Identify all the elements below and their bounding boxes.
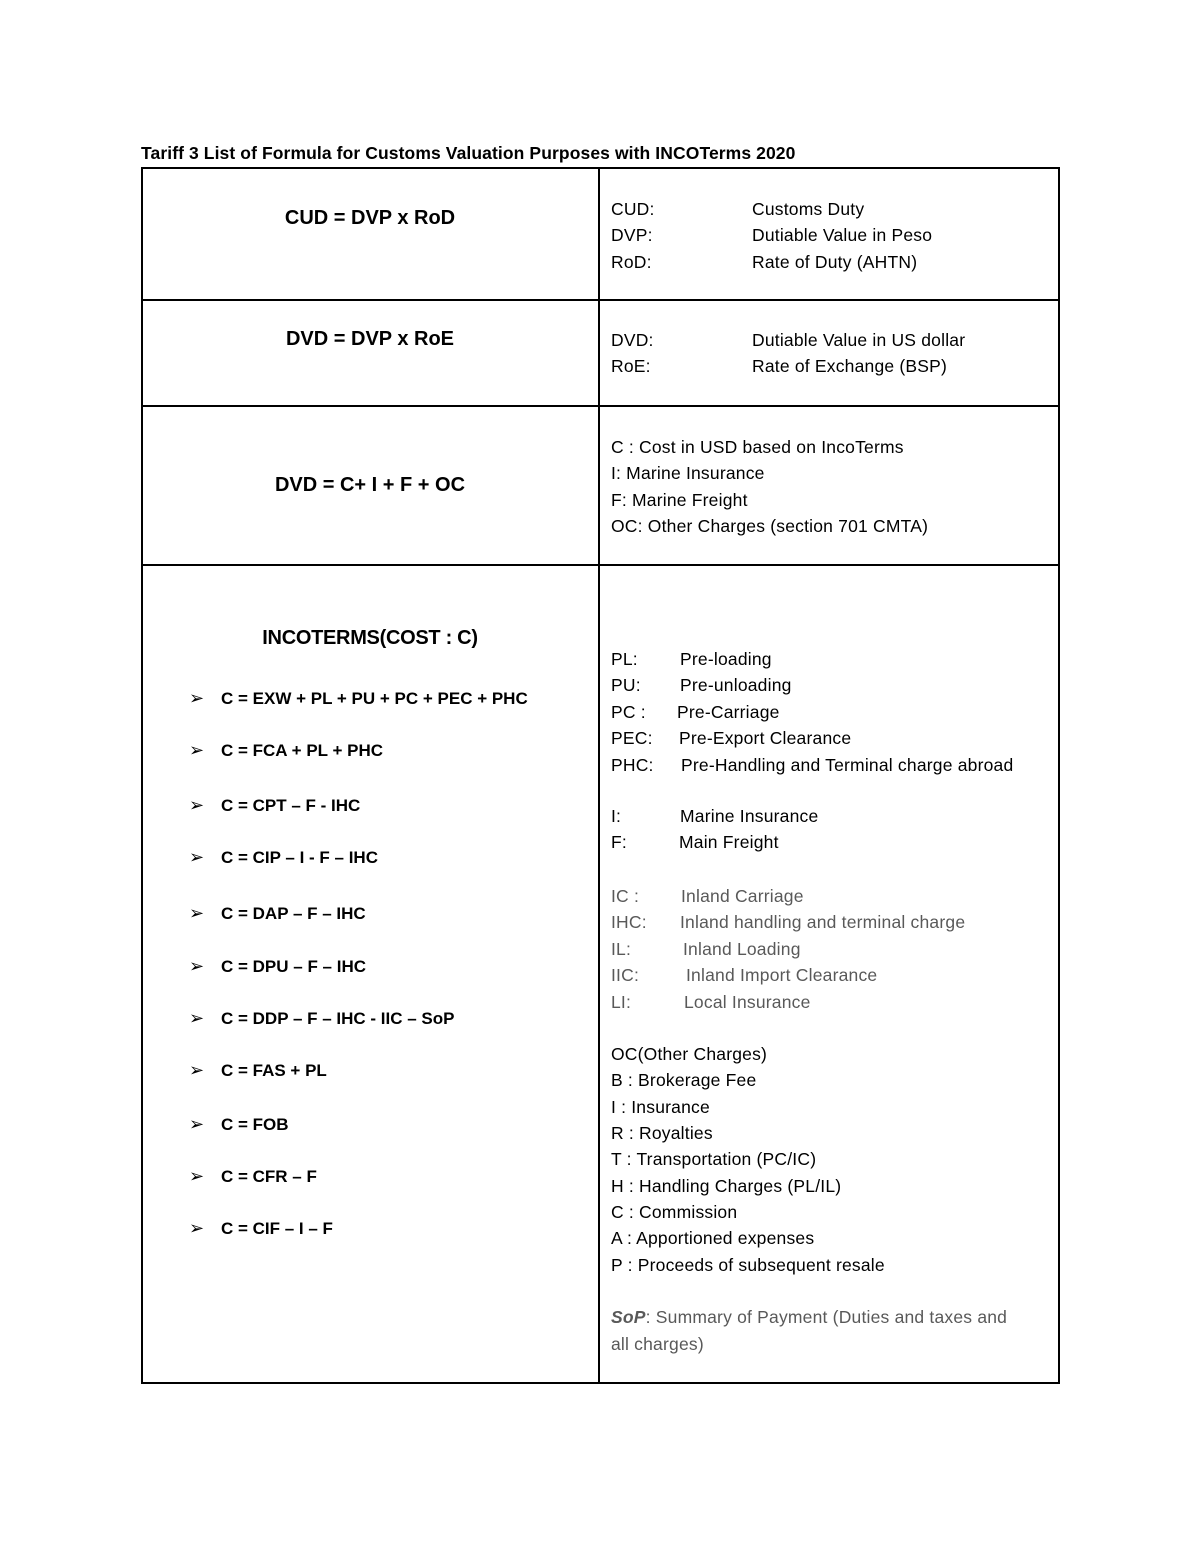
legend-line: F: Marine Freight — [611, 489, 748, 510]
legend-abbr: F: — [611, 832, 627, 853]
arrow-bullet-icon: ➢ — [189, 847, 205, 867]
sop-desc: : Summary of Payment (Duties and taxes and — [645, 1307, 1008, 1327]
legend-desc: Inland Import Clearance — [686, 965, 878, 986]
incoterm-formula-text: C = CIP – I - F – IHC — [221, 848, 378, 867]
legend-abbr: PHC: — [611, 754, 654, 775]
incoterm-formula-text: C = FOB — [221, 1115, 289, 1134]
incoterm-formula-text: C = DAP – F – IHC — [221, 904, 366, 923]
legend-abbr: LI: — [611, 991, 632, 1012]
incoterm-formula-text: C = CPT – F - IHC — [221, 796, 361, 815]
incoterm-formula — [189, 953, 366, 979]
legend-desc: Rate of Duty (AHTN) — [752, 251, 918, 272]
incoterm-formula — [189, 792, 360, 818]
other-charge-item: H : Handling Charges (PL/IL) — [611, 1176, 842, 1196]
arrow-bullet-icon: ➢ — [189, 795, 205, 815]
incoterm-formula — [189, 1057, 327, 1083]
incoterm-formula — [189, 844, 378, 870]
arrow-bullet-icon: ➢ — [189, 903, 205, 923]
legend-abbr: IHC: — [611, 912, 647, 933]
arrow-bullet-icon: ➢ — [189, 688, 205, 708]
legend-desc: Pre-Carriage — [677, 701, 780, 722]
legend-desc: Pre-Handling and Terminal charge abroad — [681, 754, 1014, 775]
legend-abbr: IL: — [611, 938, 632, 959]
incoterm-formula — [189, 685, 528, 711]
legend-desc: Inland Carriage — [681, 886, 804, 906]
legend-abbr: DVP: — [611, 225, 653, 246]
arrow-bullet-icon: ➢ — [189, 1218, 205, 1238]
other-charge-item: T : Transportation (PC/IC) — [611, 1149, 817, 1169]
legend-abbr: IIC: — [611, 965, 640, 986]
sop-definition-cont: all charges) — [611, 1334, 704, 1354]
incoterm-formula-text: C = EXW + PL + PU + PC + PEC + PHC — [221, 689, 528, 708]
legend-abbr: DVD: — [611, 330, 654, 350]
table-border-right — [1058, 167, 1060, 1384]
legend-desc: Dutiable Value in US dollar — [752, 330, 966, 350]
formula-customs-duty: CUD = DVP x RoD — [284, 207, 456, 229]
other-charge-item: R : Royalties — [611, 1123, 713, 1143]
arrow-bullet-icon: ➢ — [189, 1060, 205, 1080]
formula-dutiable-value-usd: DVD = DVP x RoE — [285, 328, 455, 350]
legend-abbr: PC : — [611, 701, 646, 722]
legend-line: I: Marine Insurance — [611, 463, 765, 484]
legend-desc: Inland Loading — [683, 938, 801, 959]
incoterms-heading: INCOTERMS(COST : C) — [262, 627, 478, 649]
legend-desc: Local Insurance — [684, 991, 811, 1012]
incoterm-formula — [189, 1111, 289, 1137]
other-charge-item: A : Apportioned expenses — [611, 1228, 815, 1248]
legend-abbr: I: — [611, 806, 622, 826]
legend-desc: Rate of Exchange (BSP) — [752, 356, 948, 377]
other-charges-heading: OC(Other Charges) — [611, 1044, 768, 1064]
other-charge-item: C : Commission — [611, 1202, 738, 1222]
table-border-top — [141, 167, 1060, 169]
other-charge-item: P : Proceeds of subsequent resale — [611, 1255, 885, 1275]
legend-desc: Marine Insurance — [680, 806, 819, 826]
formula-table — [141, 167, 1060, 1384]
sop-abbr: SoP — [611, 1307, 646, 1327]
row-divider — [141, 299, 1060, 301]
legend-desc: Inland handling and terminal charge — [680, 912, 966, 933]
legend-abbr: PL: — [611, 649, 638, 669]
legend-line: C : Cost in USD based on IncoTerms — [611, 437, 904, 457]
legend-desc: Pre-unloading — [680, 675, 792, 696]
legend-abbr: RoE: — [611, 356, 651, 377]
legend-desc: Dutiable Value in Peso — [752, 225, 933, 246]
arrow-bullet-icon: ➢ — [189, 1008, 205, 1028]
legend-desc: Main Freight — [679, 832, 779, 853]
legend-desc: Customs Duty — [752, 199, 865, 219]
incoterm-formula — [189, 737, 383, 763]
legend-line: OC: Other Charges (section 701 CMTA) — [611, 516, 929, 537]
arrow-bullet-icon: ➢ — [189, 740, 205, 760]
arrow-bullet-icon: ➢ — [189, 956, 205, 976]
legend-abbr: PEC: — [611, 728, 653, 749]
formula-dvd-components: DVD = C+ I + F + OC — [274, 474, 466, 496]
page-title: Tariff 3 List of Formula for Customs Valuation Purposes with INCOTerms 2020 — [141, 143, 796, 163]
arrow-bullet-icon: ➢ — [189, 1114, 205, 1134]
legend-abbr: PU: — [611, 675, 641, 696]
sop-definition — [611, 1304, 1007, 1330]
incoterm-formula-text: C = DPU – F – IHC — [221, 957, 367, 976]
legend-abbr: RoD: — [611, 251, 652, 272]
incoterm-formula — [189, 1163, 317, 1189]
incoterm-formula-text: C = FCA + PL + PHC — [221, 741, 384, 760]
incoterm-formula — [189, 1215, 333, 1241]
arrow-bullet-icon: ➢ — [189, 1166, 205, 1186]
incoterm-formula-text: C = CIF – I – F — [221, 1219, 333, 1238]
incoterm-formula — [189, 900, 366, 926]
incoterm-formula-text: C = FAS + PL — [221, 1061, 327, 1080]
row-divider — [141, 564, 1060, 566]
legend-desc: Pre-Export Clearance — [679, 728, 852, 749]
incoterm-formula — [189, 1005, 455, 1031]
other-charge-item: I : Insurance — [611, 1097, 710, 1117]
legend-abbr: CUD: — [611, 199, 655, 219]
legend-desc: Pre-loading — [680, 649, 772, 669]
legend-abbr: IC : — [611, 886, 640, 906]
legend-dvd-components — [611, 434, 928, 540]
row-divider — [141, 405, 1060, 407]
incoterm-formula-text: C = DDP – F – IHC - IIC – SoP — [221, 1009, 455, 1028]
other-charge-item: B : Brokerage Fee — [611, 1070, 757, 1090]
incoterm-formula-text: C = CFR – F — [221, 1167, 317, 1186]
table-border-bottom — [141, 1382, 1060, 1384]
